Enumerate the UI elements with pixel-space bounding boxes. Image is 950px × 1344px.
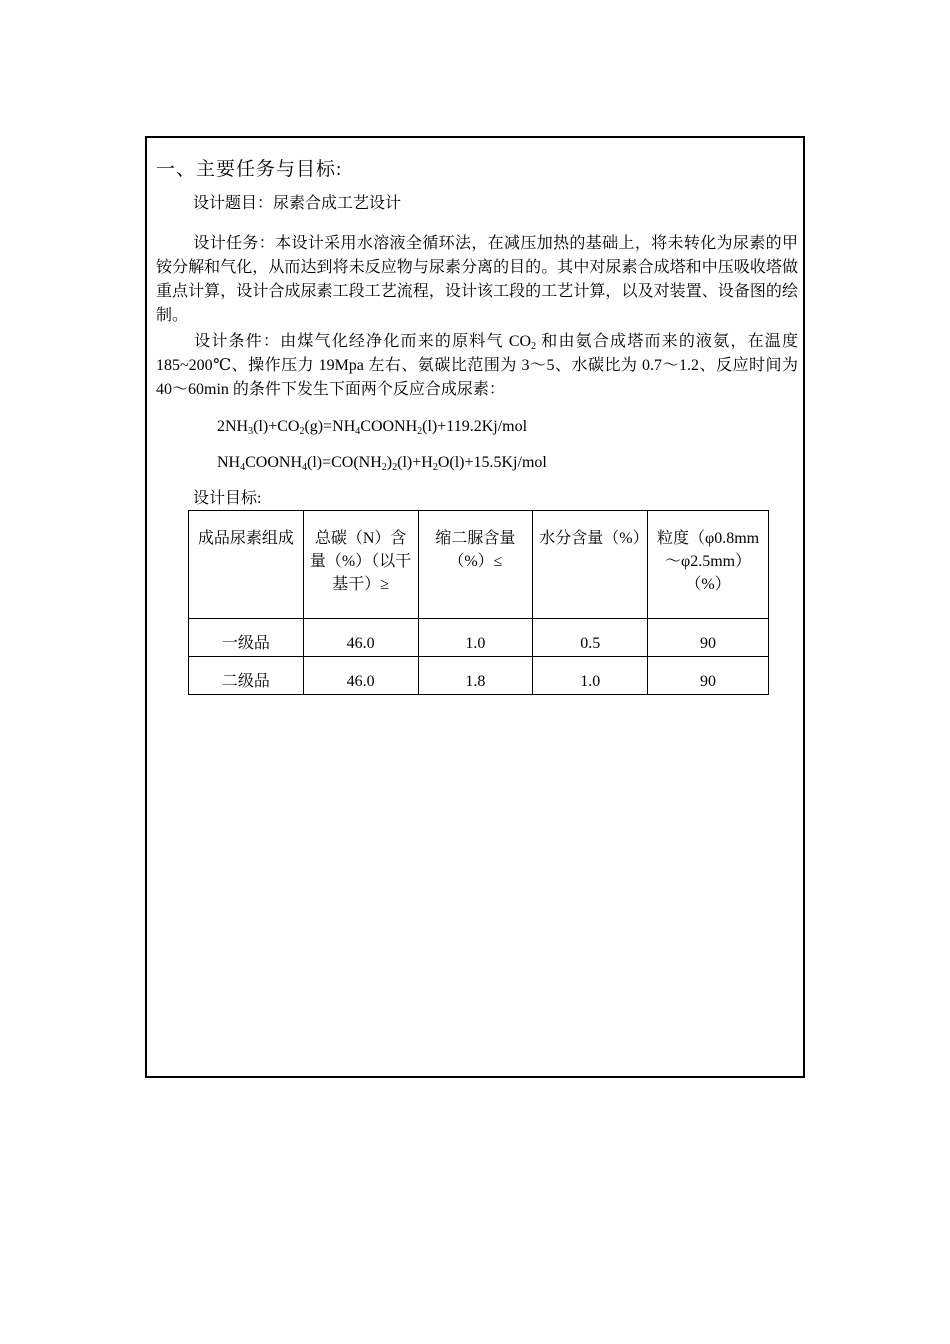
table-cell: 1.0: [533, 657, 648, 695]
table-cell: 46.0: [303, 619, 418, 657]
table-cell: 90: [648, 619, 769, 657]
table-cell: 46.0: [303, 657, 418, 695]
header-cell: 水分含量（%）: [533, 511, 648, 619]
table-row: [189, 619, 769, 657]
table-cell: 0.5: [533, 619, 648, 657]
header-cell: 成品尿素组成: [189, 511, 304, 619]
reaction-equation-2: $NH_4COONH_4(l)=CO(NH_2)_2(l)+H_2O(l)+15.5Kj$/mol: [217, 454, 547, 473]
table-cell: 90: [648, 657, 769, 695]
table-cell: 二级品: [189, 657, 304, 695]
table-header-row: [189, 511, 769, 619]
header-cell: 缩二脲含量（%）≤: [418, 511, 533, 619]
table-row: [189, 657, 769, 695]
urea-spec-table: [188, 510, 769, 695]
design-topic: 设计题目：尿素合成工艺设计: [193, 195, 402, 212]
header-cell: 总碳（N）含量（%）（以干基干）≥: [303, 511, 418, 619]
design-goal-label: 设计目标:: [193, 490, 262, 507]
table-cell: 1.0: [418, 619, 533, 657]
design-task: 设计任务：本设计采用水溶液全循环法，在减压加热的基础上，将未转化为尿素的甲铵分解和气化，从而达到将未反应物与尿素分离的目的。其中对尿素合成塔和中压吸收塔做重点计算，设计合成尿素工段工艺流程，设计该工段的工艺计算，以及对装置、设备图的绘制。: [156, 235, 798, 324]
section-heading: 一、主要任务与目标:: [156, 159, 343, 180]
reaction-equation-1: $2NH_3(l)+CO_2(g)=NH_4COONH_2(l)+119.2Kj$/mol: [217, 418, 528, 437]
table-cell: 1.8: [418, 657, 533, 695]
table-cell: 一级品: [189, 619, 304, 657]
header-cell: 粒度（φ0.8mm～φ2.5mm）（%）: [648, 511, 769, 619]
design-conditions: 设计条件：由煤气化经净化而来的原料气 $CO_2$ 和由氨合成塔而来的液氨，在温度 185~200℃、操作压力 19Mpa 左右、氨碳比范围为 3～5、水碳比为 0.7～1.2、反应时间为 40～60min 的条件下发生下面两个反应合成尿素：: [156, 333, 798, 398]
